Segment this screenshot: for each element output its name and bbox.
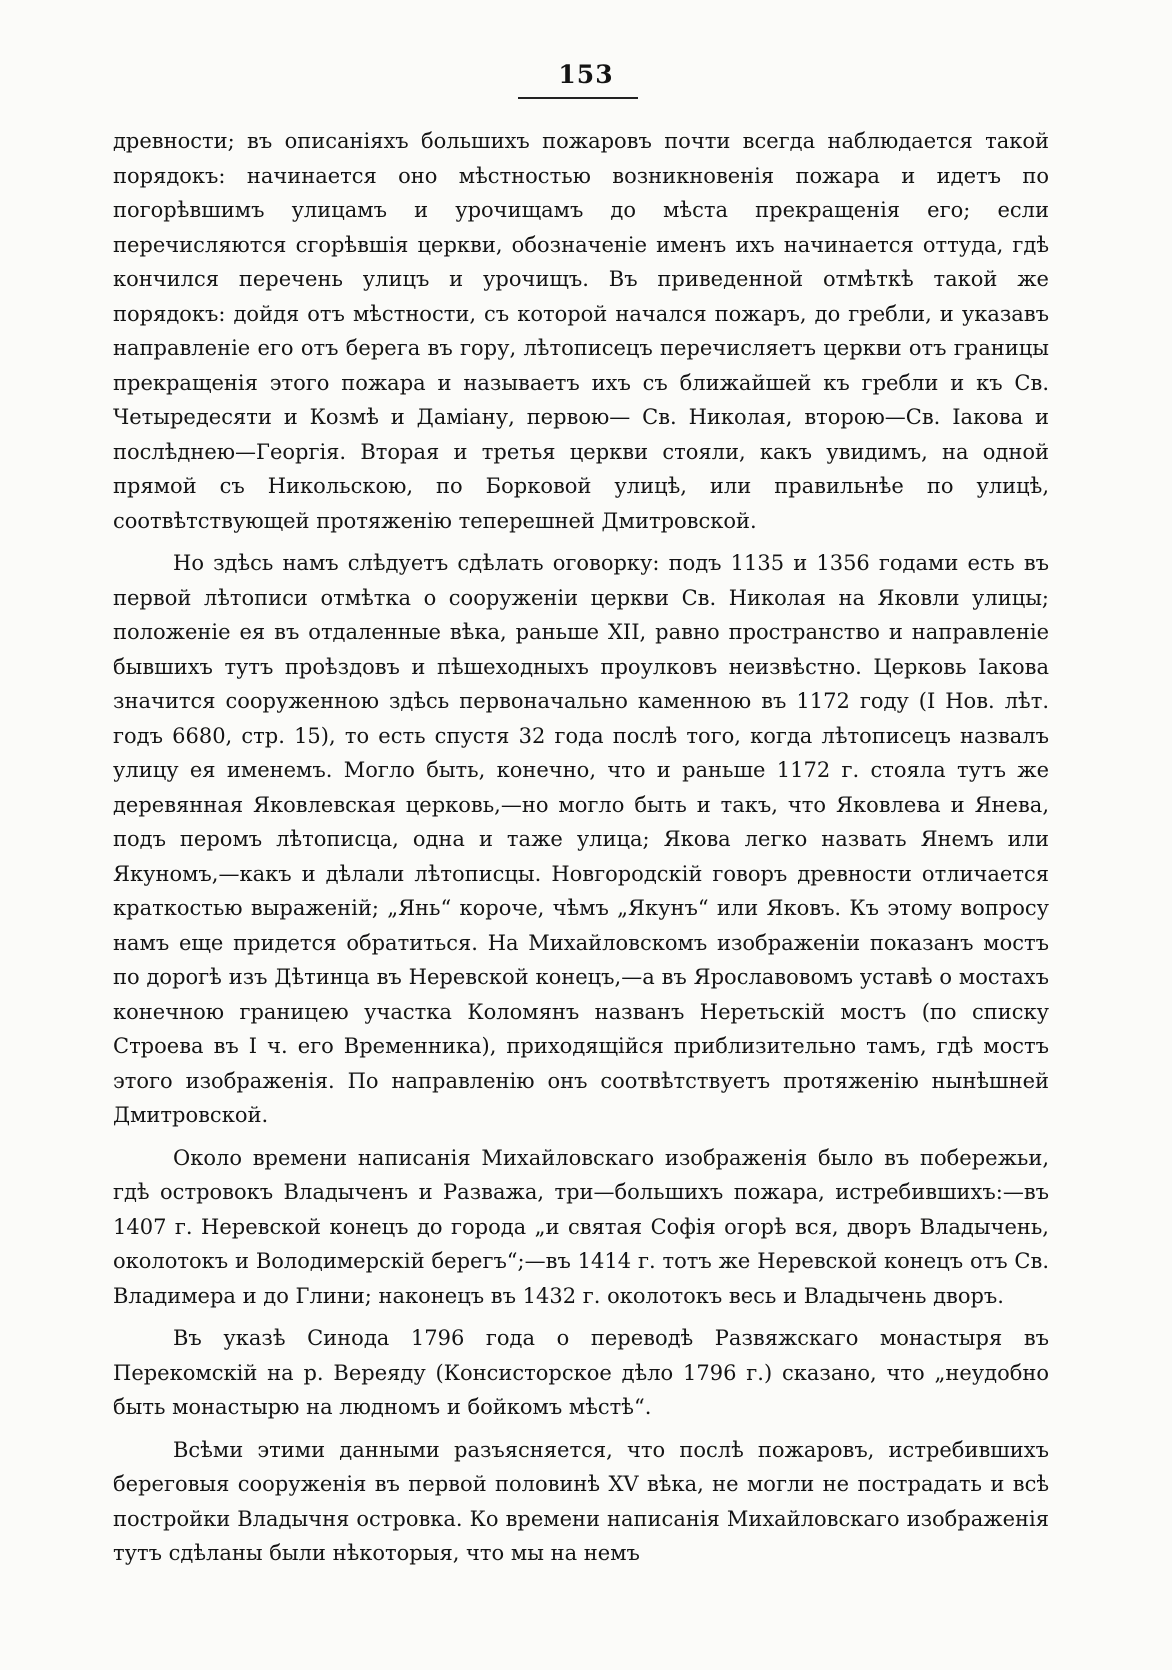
paragraph-4: Въ указѣ Синода 1796 года о переводѣ Развяжскаго монастыря въ Перекомскій на р. Вереяду (Консисторское дѣло 1796 г.) сказано, что „неудобно быть монастырю на людномъ и бойкомъ мѣстѣ“. bbox=[113, 1326, 1049, 1419]
paragraph-1: древности; въ описаніяхъ большихъ пожаровъ почти всегда наблюдается такой порядокъ: начинается оно мѣстностью возникновенія пожара и идетъ по погорѣвшимъ улицамъ и урочищамъ до мѣста прекращенія его; если перечисляются сгорѣвшія церкви, обозначеніе именъ ихъ начинается оттуда, гдѣ кончился перечень улицъ и урочищъ. Въ приведенной отмѣткѣ такой же порядокъ: дойдя отъ мѣстности, съ которой начался пожаръ, до гребли, и указавъ направленіе его отъ берега въ гору, лѣтописецъ перечисляетъ церкви отъ границы прекращенія этого пожара и называетъ ихъ съ ближайшей къ гребли и къ Св. Четыредесяти и Козмѣ и Даміану, первою— Св. Николая, второю—Св. Іакова и послѣднею—Георгія. Вторая и третья церкви стояли, какъ увидимъ, на одной прямой съ Никольскою, по Борковой улицѣ, или правильнѣе по улицѣ, соотвѣтствующей протяженію теперешней Дмитровской. bbox=[113, 129, 1049, 533]
page-number: 153 bbox=[558, 60, 614, 89]
paragraph-2: Но здѣсь намъ слѣдуетъ сдѣлать оговорку: подъ 1135 и 1356 годами есть въ первой лѣтописи отмѣтка о сооруженіи церкви Св. Николая на Яковли улицы; положеніе ея въ отдаленные вѣка, раньше XII, равно пространство и направленіе бывшихъ тутъ проѣздовъ и пѣшеходныхъ проулковъ неизвѣстно. Церковь Іакова значится сооруженною здѣсь первоначально каменною въ 1172 году (I Нов. лѣт. годъ 6680, стр. 15), то есть спустя 32 года послѣ того, когда лѣтописецъ назвалъ улицу ея именемъ. Могло быть, конечно, что и раньше 1172 г. стояла тутъ же деревянная Яковлевская церковь,—но могло быть и такъ, что Яковлева и Янева, подъ перомъ лѣтописца, одна и таже улица; Якова легко назвать Янемъ или Якуномъ,—какъ и дѣлали лѣтописцы. Новгородскій говоръ древности отличается краткостью выраженій; „Янь“ короче, чѣмъ „Якунъ“ или Яковъ. Къ этому вопросу намъ еще придется обратиться. На Михайловскомъ изображеніи показанъ мостъ по дорогѣ изъ Дѣтинца въ Неревской конецъ,—а въ Ярославовомъ уставѣ о мостахъ конечною границею участка Коломянъ названъ Неретьскій мостъ (по списку Строева въ I ч. его Временника), приходящійся приблизительно тамъ, гдѣ мостъ этого изображенія. По направленію онъ соотвѣтствуетъ протяженію нынѣшней Дмитровской. bbox=[113, 551, 1049, 1127]
page-number-rule bbox=[518, 97, 638, 99]
paragraph-3: Около времени написанія Михайловскаго изображенія было въ побережьи, гдѣ островокъ Владыченъ и Разважа, три—большихъ пожара, истребившихъ:—въ 1407 г. Неревской конецъ до города „и святая Софія огорѣ вся, дворъ Владычень, околотокъ и Володимерскій берегъ“;—въ 1414 г. тотъ же Неревской конецъ отъ Св. Владимера и до Глини; наконецъ въ 1432 г. околотокъ весь и Владычень дворъ. bbox=[113, 1145, 1049, 1308]
paragraph-5: Всѣми этими данными разъясняется, что послѣ пожаровъ, истребившихъ береговыя сооруженія въ первой половинѣ XV вѣка, не могли не пострадать и всѣ постройки Владычня островка. Ко времени написанія Михайловскаго изображенія тутъ сдѣланы были нѣкоторыя, что мы на немъ bbox=[113, 1437, 1049, 1565]
body-text bbox=[113, 124, 1049, 1579]
